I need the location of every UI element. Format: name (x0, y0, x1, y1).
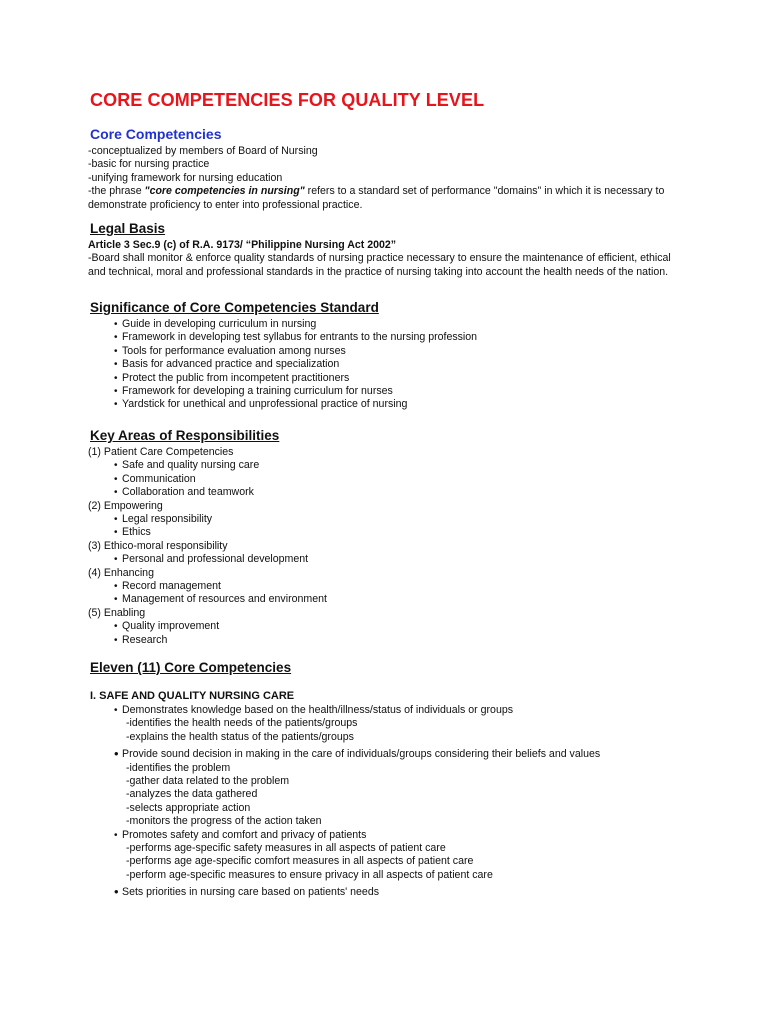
list-item: • Communication (115, 473, 688, 486)
sub-item: -performs age-specific safety measures in all aspects of patient care (126, 842, 446, 855)
legal-basis-heading: Legal Basis (90, 221, 166, 236)
group-list (88, 580, 688, 607)
document-title: CORE COMPETENCIES FOR QUALITY LEVEL (90, 90, 485, 110)
group-label: (2) Empowering (88, 499, 163, 512)
phrase-prefix: -the phrase (88, 185, 145, 198)
group-list (88, 553, 688, 566)
group-label: (5) Enabling (88, 606, 146, 619)
list-item: • Management of resources and environment (115, 593, 688, 606)
phrase-suffix: refers to a standard set of performance "domains" in which it is necessary to demonstrate proficiency to enter into professional practice. (88, 185, 665, 211)
sub-item: -analyzes the data gathered (126, 788, 258, 801)
group-label: (4) Enhancing (88, 566, 154, 579)
list-item: • Guide in developing curriculum in nursing (115, 318, 688, 331)
list-item: • Provide sound decision in making in the care of individuals/groups considering their beliefs and values (115, 748, 688, 761)
sub-item: -perform age-specific measures to ensure privacy in all aspects of patient care (126, 868, 493, 881)
list-item: • Demonstrates knowledge based on the health/illness/status of individuals or groups (115, 704, 688, 717)
sub-item: -selects appropriate action (126, 801, 251, 814)
core-phrase-paragraph (88, 185, 688, 212)
phrase-emphasis: "core competencies in nursing" (144, 185, 305, 198)
list-item: • Yardstick for unethical and unprofessional practice of nursing (115, 398, 688, 411)
list-item: • Research (115, 634, 688, 647)
list-item: • Personal and professional development (115, 553, 688, 566)
legal-body: -Board shall monitor & enforce quality standards of nursing practice necessary to ensure the maintenance of efficient, ethical and technical, moral and professional standards in the practice of nursing taking into account the health needs of the nation. (88, 252, 671, 278)
list-item: • Quality improvement (115, 620, 688, 633)
competency-list (88, 748, 688, 761)
group-list (88, 620, 688, 647)
sub-item: -identifies the problem (126, 761, 231, 774)
sub-item: -identifies the health needs of the patients/groups (126, 717, 358, 730)
competency-list (88, 886, 688, 899)
list-item: • Record management (115, 580, 688, 593)
legal-basis-section (88, 220, 688, 279)
list-item: • Promotes safety and comfort and privacy of patients (115, 829, 688, 842)
list-item: • Legal responsibility (115, 513, 688, 526)
group-label: (1) Patient Care Competencies (88, 446, 234, 458)
list-item: • Framework in developing test syllabus for entrants to the nursing profession (115, 331, 688, 344)
core-line: -unifying framework for nursing education (88, 171, 283, 184)
group-list (88, 513, 688, 540)
sub-item: -gather data related to the problem (126, 775, 290, 788)
legal-article: Article 3 Sec.9 (c) of R.A. 9173/ “Philippine Nursing Act 2002” (88, 239, 397, 251)
key-areas-heading: Key Areas of Responsibilities (90, 428, 280, 443)
competency-list (88, 829, 688, 842)
list-item: • Basis for advanced practice and specialization (115, 358, 688, 371)
core-line: -conceptualized by members of Board of Nursing (88, 145, 318, 157)
group-list (88, 459, 688, 499)
list-item: • Ethics (115, 526, 688, 539)
list-item: • Protect the public from incompetent practitioners (115, 372, 688, 385)
group-label: (3) Ethico-moral responsibility (88, 539, 228, 552)
significance-list (88, 318, 688, 412)
list-item: • Tools for performance evaluation among nurses (115, 345, 688, 358)
list-item: • Collaboration and teamwork (115, 486, 688, 499)
sub-item: -explains the health status of the patients/groups (126, 730, 354, 743)
eleven-heading: Eleven (11) Core Competencies (90, 660, 292, 675)
eleven-competencies-section (88, 659, 688, 900)
sub-item: -performs age age-specific comfort measures in all aspects of patient care (126, 855, 474, 868)
competency-list (88, 704, 688, 717)
list-item: • Framework for developing a training curriculum for nurses (115, 385, 688, 398)
significance-heading: Significance of Core Competencies Standard (90, 300, 379, 315)
core-competencies-heading: Core Competencies (90, 126, 222, 142)
list-item: • Sets priorities in nursing care based on patients' needs (115, 886, 688, 899)
significance-section (88, 299, 688, 412)
list-item: • Safe and quality nursing care (115, 459, 688, 472)
section-title: I. SAFE AND QUALITY NURSING CARE (90, 690, 295, 702)
key-areas-section (88, 427, 688, 647)
core-line: -basic for nursing practice (88, 158, 210, 171)
core-competencies-section (88, 125, 688, 212)
sub-item: -monitors the progress of the action taken (126, 815, 322, 828)
